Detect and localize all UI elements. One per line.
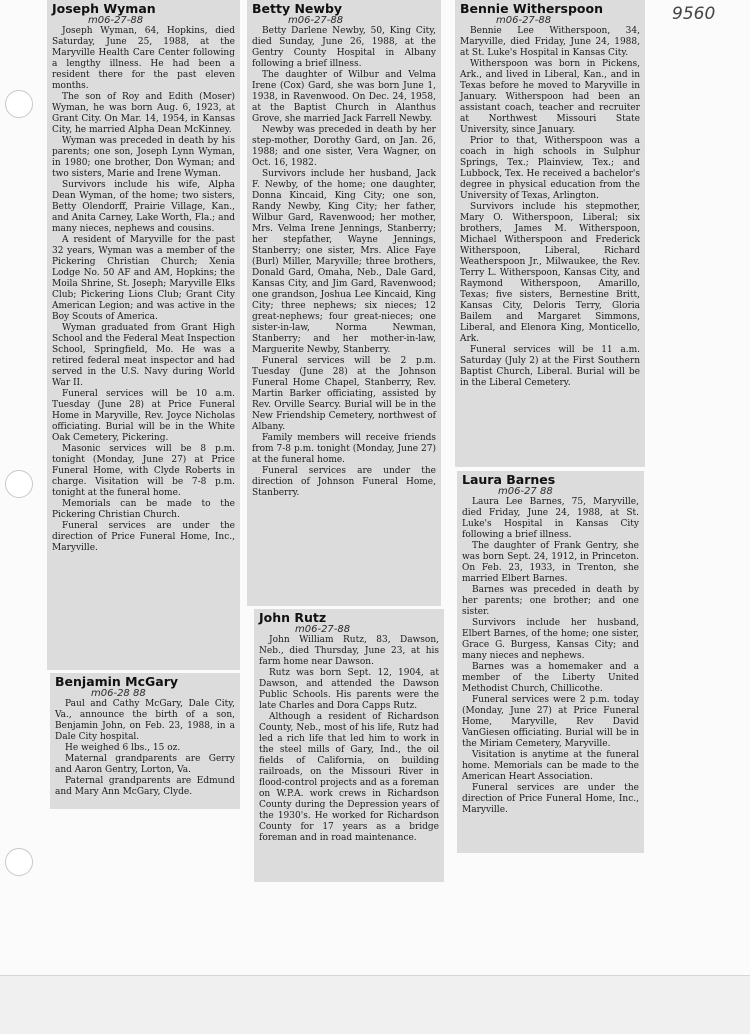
obituary-paragraph: Funeral services were 2 p.m. today (Monday, June 27) at Price Funeral Home, Maryville, Rev David VanGiesen officiating. Burial will be in the Miriam Cemetery, Maryville.	[462, 695, 639, 749]
obituary-paragraph: Witherspoon was born in Pickens, Ark., and lived in Liberal, Kan., and in Texas before he moved to Maryville in January. Witherspoon had been an assistant coach, teacher and recruiter at Northwest Missouri State University, since January.	[460, 59, 640, 135]
obituary-paragraph: Survivors include his wife, Alpha Dean Wyman, of the home; two sisters, Betty Olendorff, Prairie Village, Kan., and Anita Carney, Lake Worth, Fla.; and many nieces, nephews and cousins.	[52, 180, 235, 234]
obituary-paragraph: Wyman graduated from Grant High School and the Federal Meat Inspection School, Springfield, Mo. He was a retired federal meat inspector and had served in the U.S. Navy during World War II.	[52, 323, 235, 388]
obituary-paragraph: Memorials can be made to the Pickering Christian Church.	[52, 499, 235, 520]
birth-announcement-clipping	[50, 673, 240, 809]
handwritten-date-note: m06-27-88	[295, 624, 351, 635]
obituary-name: Betty Newby	[252, 1, 343, 16]
page-number: 9560	[672, 4, 716, 24]
handwritten-date-note: m06-27 88	[498, 486, 553, 497]
binder-hole-middle	[5, 470, 33, 498]
obituary-paragraph: Funeral services are under the direction of Price Funeral Home, Inc., Maryville.	[52, 521, 235, 553]
handwritten-date-note: m06-27-88	[496, 15, 552, 26]
obituary-paragraph: Wyman was preceded in death by his parents; one son, Joseph Lynn Wyman, in 1980; one brother, Don Wyman; and two sisters, Marie and Irene Wyman.	[52, 136, 235, 179]
obituary-paragraph: A resident of Maryville for the past 32 years, Wyman was a member of the Pickering Christian Church; Xenia Lodge No. 50 AF and AM, Hopkins; the Moila Shrine, St. Joseph; Maryville Elks Club; Pickering Lions Club; Grant City American Legion; and was active in the Boy Scouts of America.	[52, 235, 235, 322]
handwritten-date-note: m06-28 88	[91, 688, 146, 699]
obituary-paragraph: Survivors include her husband, Elbert Barnes, of the home; one sister, Grace G. Burgess, Kansas City; and many nieces and nephews.	[462, 618, 639, 661]
handwritten-date-note: m06-27-88	[288, 15, 344, 26]
obituary-paragraph: Although a resident of Richardson County, Neb., most of his life, Rutz had led a rich life that led him to work in the steel mills of Gary, Ind., the oil fields of California, on building railroads, on the Missouri River in flood-control projects and as a foreman on W.P.A. work crews in Richardson County during the Depression years of the 1930's. He worked for Richardson County for 17 years as a bridge foreman and in road maintenance.	[259, 712, 439, 843]
obituary-paragraph: The son of Roy and Edith (Moser) Wyman, he was born Aug. 6, 1923, at Grant City. On Mar. 14, 1954, in Kansas City, he married Alpha Dean McKinney.	[52, 92, 235, 135]
obituary-paragraph: Funeral services are under the direction of Price Funeral Home, Inc., Maryville.	[462, 783, 639, 815]
obituary-paragraph: The daughter of Wilbur and Velma Irene (Cox) Gard, she was born June 1, 1938, in Ravenwood. On Dec. 24, 1958, at the Baptist Church in Alanthus Grove, she married Jack Farrell Newby.	[252, 70, 436, 124]
obituary-paragraph: John William Rutz, 83, Dawson, Neb., died Thursday, June 23, at his farm home near Dawson.	[259, 635, 439, 667]
obituary-clipping	[247, 0, 441, 606]
page-bottom-edge	[0, 975, 750, 1034]
obituary-paragraph: Funeral services are under the direction of Johnson Funeral Home, Stanberry.	[252, 466, 436, 498]
binder-hole-top	[5, 90, 33, 118]
announcement-paragraph: Paternal grandparents are Edmund and Mary Ann McGary, Clyde.	[55, 776, 235, 797]
obituary-paragraph: Rutz was born Sept. 12, 1904, at Dawson, and attended the Dawson Public Schools. His parents were the late Charles and Dora Capps Rutz.	[259, 668, 439, 711]
announcement-name: Benjamin McGary	[55, 674, 179, 689]
obituary-paragraph: The daughter of Frank Gentry, she was born Sept. 24, 1912, in Princeton. On Feb. 23, 1933, in Trenton, she married Elbert Barnes.	[462, 541, 639, 584]
announcement-paragraph: Maternal grandparents are Gerry and Aaron Gentry, Lorton, Va.	[55, 754, 235, 775]
obituary-paragraph: Funeral services will be 10 a.m. Tuesday (June 28) at Price Funeral Home in Maryville, Rev. Joyce Nicholas officiating. Burial will be in the White Oak Cemetery, Pickering.	[52, 389, 235, 443]
obituary-paragraph: Bennie Lee Witherspoon, 34, Maryville, died Friday, June 24, 1988, at St. Luke's Hospital in Kansas City.	[460, 26, 640, 58]
obituary-clipping	[455, 0, 645, 467]
obituary-clipping	[254, 609, 444, 882]
obituary-paragraph: Betty Darlene Newby, 50, King City, died Sunday, June 26, 1988, at the Gentry County Hospital in Albany following a brief illness.	[252, 26, 436, 69]
obituary-name: Joseph Wyman	[52, 1, 156, 16]
obituary-clipping	[457, 471, 644, 853]
obituary-paragraph: Masonic services will be 8 p.m. tonight (Monday, June 27) at Price Funeral Home, with Clyde Roberts in charge. Visitation will be 7-8 p.m. tonight at the funeral home.	[52, 444, 235, 498]
obituary-name: John Rutz	[259, 610, 327, 625]
obituary-paragraph: Funeral services will be 11 a.m. Saturday (July 2) at the First Southern Baptist Church, Liberal. Burial will be in the Liberal Cemetery.	[460, 345, 640, 388]
announcement-paragraph: Paul and Cathy McGary, Dale City, Va., announce the birth of a son, Benjamin John, on Feb. 23, 1988, in a Dale City hospital.	[55, 699, 235, 742]
obituary-paragraph: Prior to that, Witherspoon was a coach in high schools in Sulphur Springs, Tex.; Plainview, Tex.; and Lubbock, Tex. He received a bachelor's degree in physical education from the University of Texas, Arlington.	[460, 136, 640, 201]
handwritten-date-note: m06-27-88	[88, 15, 144, 26]
obituary-paragraph: Barnes was preceded in death by her parents; one brother; and one sister.	[462, 585, 639, 617]
obituary-paragraph: Survivors include her husband, Jack F. Newby, of the home; one daughter, Donna Kincaid, King City; one son, Randy Newby, King City; her father, Wilbur Gard, Ravenwood; her mother, Mrs. Velma Irene Jennings, Stanberry; her stepfather, Wayne Jennings, Stanberry; one sister, Mrs. Alice Faye (Burl) Miller, Maryville; three brothers, Donald Gard, Omaha, Neb., Dale Gard, Kansas City, and Jim Gard, Ravenwood; one grandson, Joshua Lee Kincaid, King City; three nephews; six nieces; 12 great-nephews; four great-nieces; one sister-in-law, Norma Newman, Stanberry; and her mother-in-law, Marguerite Newby, Stanberry.	[252, 169, 436, 355]
announcement-paragraph: He weighed 6 lbs., 15 oz.	[65, 743, 181, 753]
obituary-paragraph: Funeral services will be 2 p.m. Tuesday (June 28) at the Johnson Funeral Home Chapel, Stanberry, Rev. Martin Barker officiating, assisted by Rev. Orville Searcy. Burial will be in the New Friendship Cemetery, northwest of Albany.	[252, 356, 436, 432]
obituary-name: Bennie Witherspoon	[460, 1, 603, 16]
obituary-name: Laura Barnes	[462, 472, 556, 487]
obituary-clipping	[47, 0, 240, 670]
obituary-paragraph: Visitation is anytime at the funeral home. Memorials can be made to the American Heart Association.	[462, 750, 639, 782]
obituary-paragraph: Joseph Wyman, 64, Hopkins, died Saturday, June 25, 1988, at the Maryville Health Care Center following a lengthy illness. He had been a resident there for the past eleven months.	[52, 26, 235, 91]
obituary-paragraph: Barnes was a homemaker and a member of the Liberty United Methodist Church, Chillicothe.	[462, 662, 639, 694]
binder-hole-bottom	[5, 848, 33, 876]
obituary-paragraph: Laura Lee Barnes, 75, Maryville, died Friday, June 24, 1988, at St. Luke's Hospital in Kansas City following a brief illness.	[462, 497, 639, 540]
obituary-paragraph: Survivors include his stepmother, Mary O. Witherspoon, Liberal; six brothers, James M. Witherspoon, Michael Witherspoon and Frederick Witherspoon, Liberal, Richard Weatherspoon Jr., Milwaukee, the Rev. Terry L. Witherspoon, Kansas City, and Raymond Witherspoon, Amarillo, Texas; five sisters, Bernestine Britt, Kansas City, Deloris Terry, Gloria Bailem and Margaret Simmons, Liberal, and Elenora King, Monticello, Ark.	[460, 202, 640, 344]
obituary-paragraph: Family members will receive friends from 7-8 p.m. tonight (Monday, June 27) at the funeral home.	[252, 433, 436, 465]
obituary-paragraph: Newby was preceded in death by her step-mother, Dorothy Gard, on Jan. 26, 1988; and one sister, Vera Wagner, on Oct. 16, 1982.	[252, 125, 436, 168]
